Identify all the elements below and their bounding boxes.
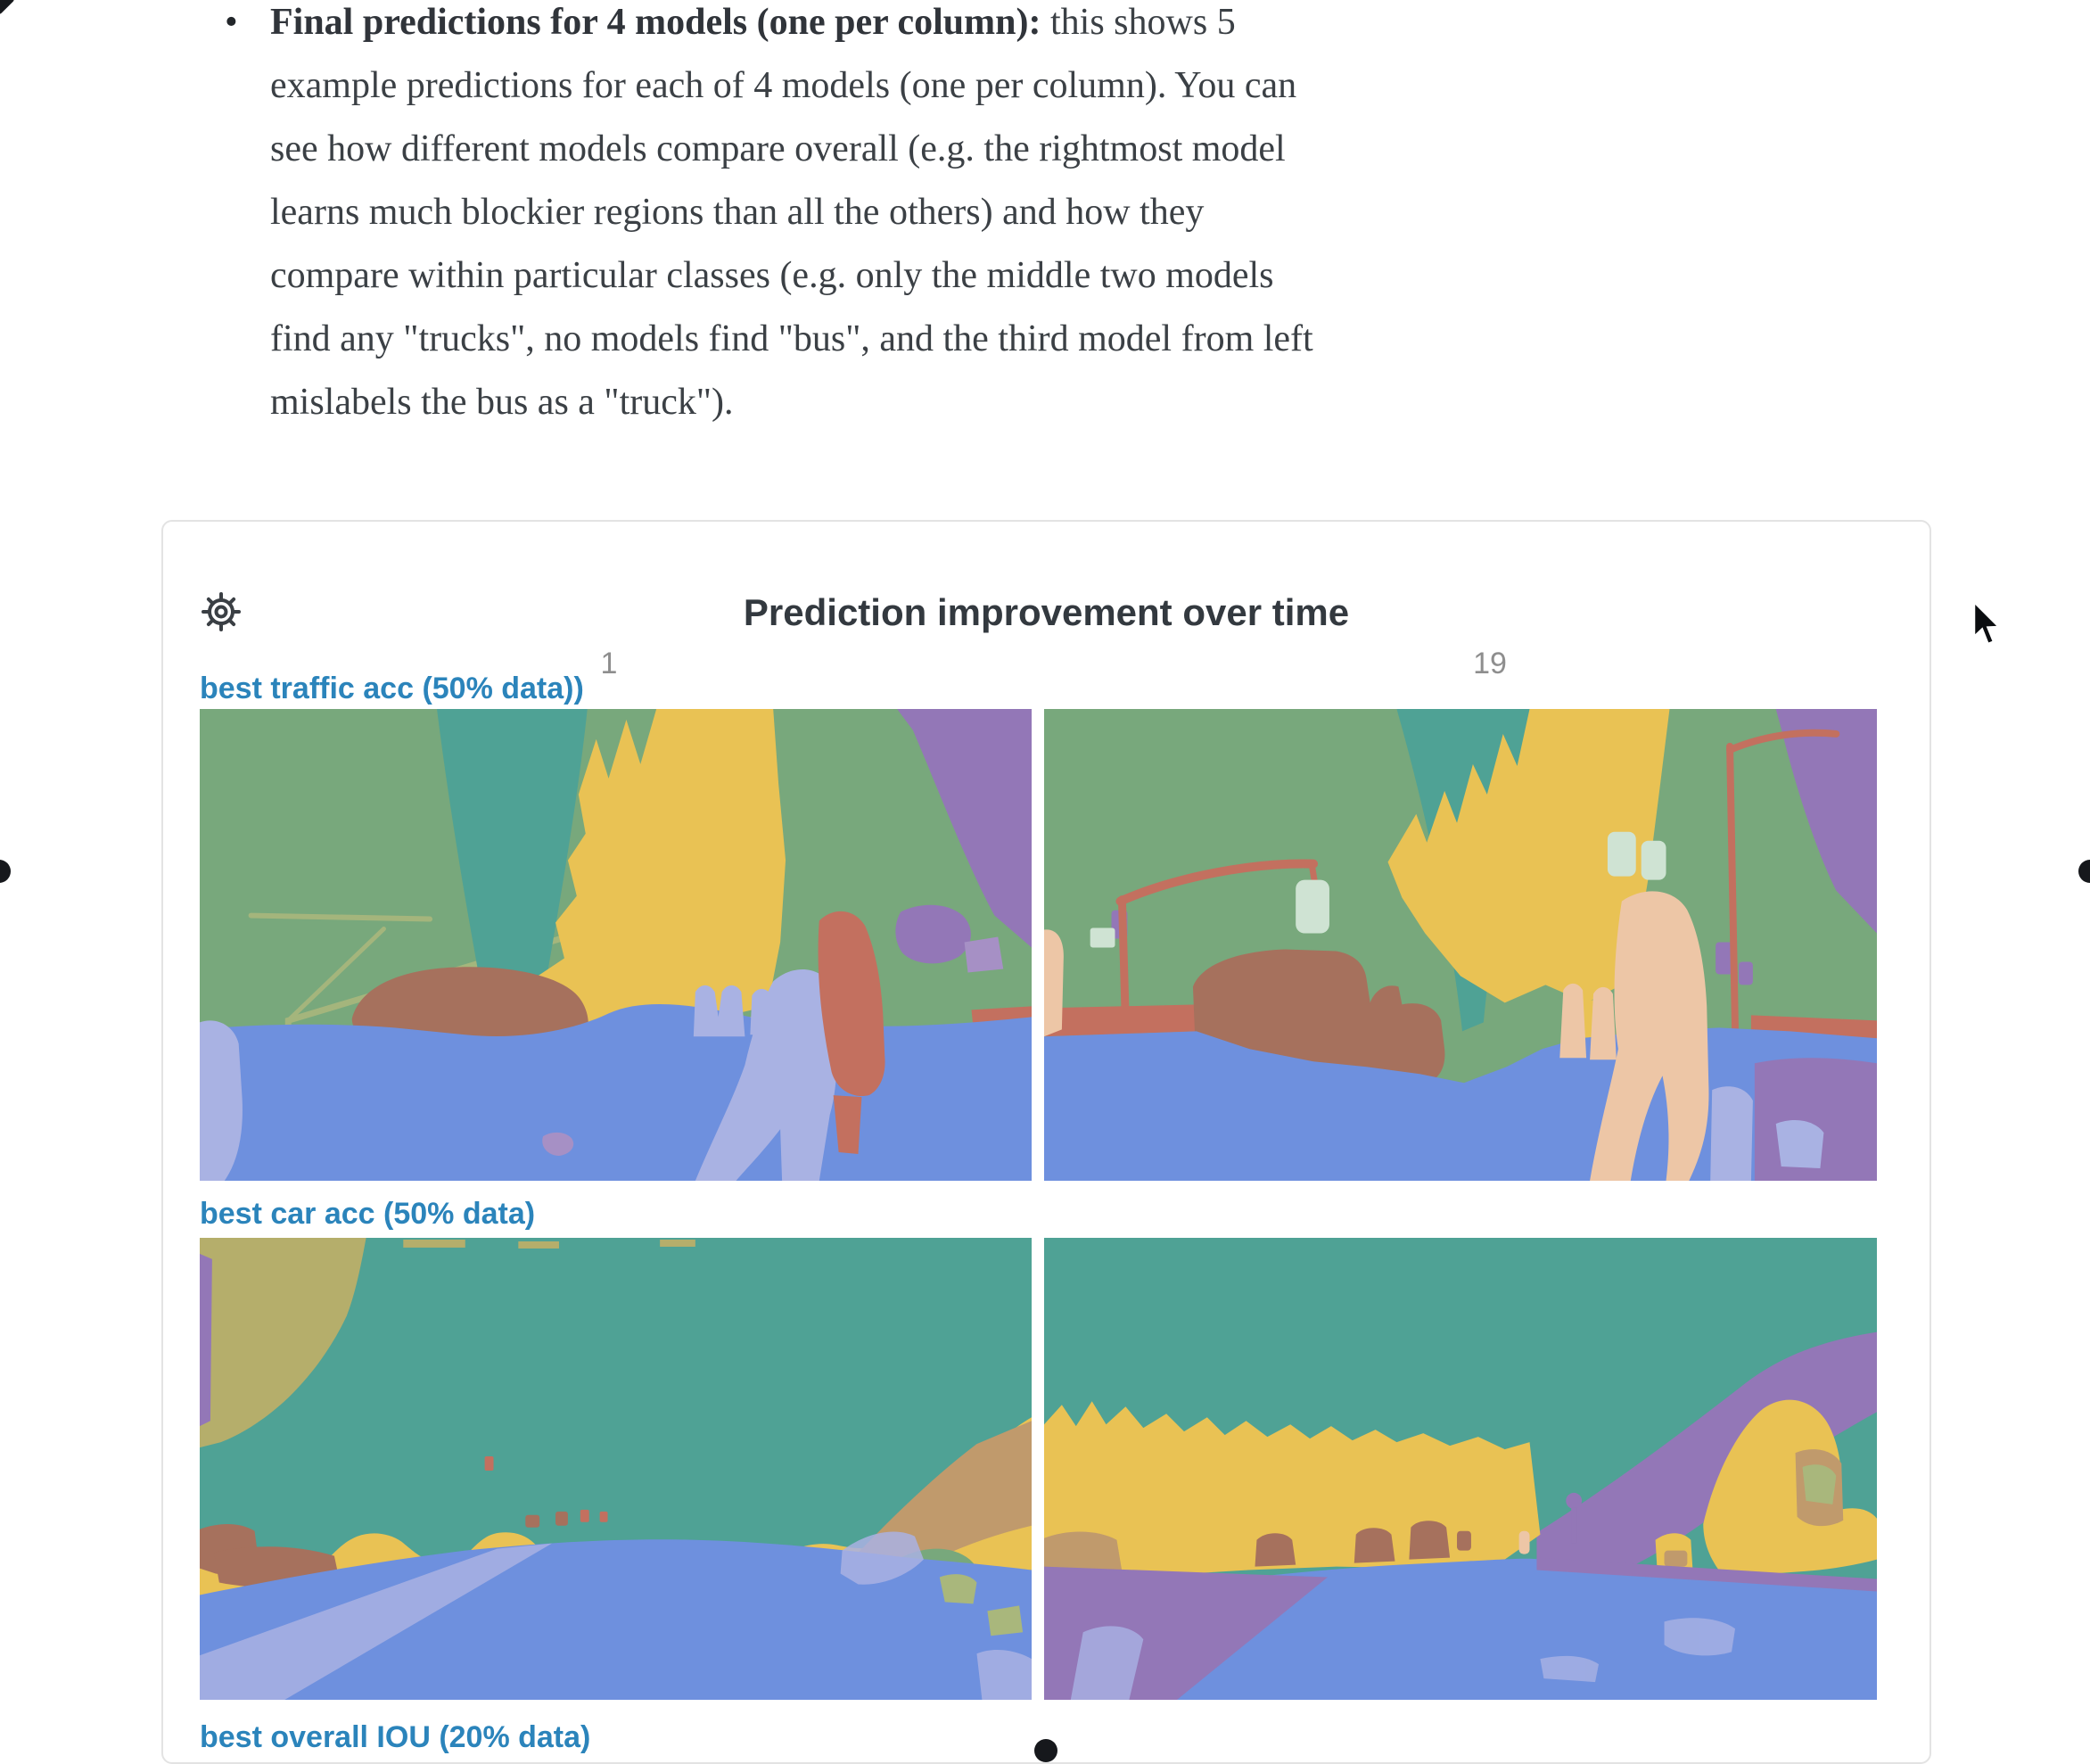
region-sidewalk-periwinkle <box>1710 1086 1753 1181</box>
report-panel <box>161 520 1931 1764</box>
list-bullet: • <box>225 2 238 43</box>
run-link-best-car-acc[interactable]: best car acc (50% data) <box>200 1197 536 1231</box>
crop-handle-top-left[interactable] <box>0 0 15 15</box>
mouse-cursor-icon <box>1972 601 2006 647</box>
paragraph-text: this shows 5 example predictions for each of 4 models (one per column). You can see how different models compare overall (e.g. the rightmost model learns much blockier regions than all the others) and how they compare within particular classes (e.g. only the middle two models find any "trucks", no models find "bus", and the third model from left mislabels the bus as a "truck"). <box>270 2 1313 423</box>
paragraph-bold-lead: Final predictions for 4 models (one per column): <box>270 2 1041 43</box>
run-link-best-traffic-acc[interactable]: best traffic acc (50% data)) <box>200 672 584 705</box>
region-road-blue <box>200 1004 1032 1181</box>
column-step-label-19: 19 <box>1473 647 1507 680</box>
crop-handle-mid-left[interactable] <box>0 860 11 883</box>
region-peri-patch <box>1776 1120 1824 1168</box>
segmentation-image-row1-step1[interactable] <box>200 709 1032 1181</box>
crop-handle-mid-right[interactable] <box>2078 860 2090 883</box>
body-paragraph <box>270 0 1331 434</box>
region-pedestrian-peach <box>1519 1531 1530 1554</box>
run-link-best-overall-iou[interactable]: best overall IOU (20% data) <box>200 1720 591 1754</box>
region-purple-strip <box>200 1254 212 1426</box>
segmentation-image-row2-step19[interactable] <box>1044 1238 1877 1700</box>
segmentation-image-row2-step1[interactable] <box>200 1238 1032 1700</box>
segmentation-image-row1-step19[interactable] <box>1044 709 1877 1181</box>
crop-handle-bottom-center[interactable] <box>1034 1739 1057 1762</box>
column-step-label-1: 1 <box>600 647 618 680</box>
panel-title: Prediction improvement over time <box>743 591 1350 633</box>
